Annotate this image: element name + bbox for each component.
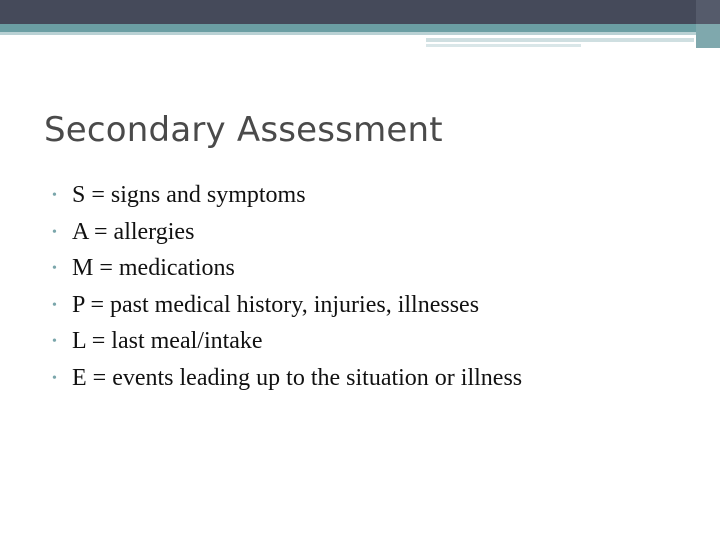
header-accent-stripe — [0, 24, 720, 32]
bullet-item — [52, 292, 522, 329]
bullet-list — [52, 182, 522, 401]
bullet-text: E = events leading up to the situation or illness — [72, 364, 523, 391]
bullet-icon: • — [52, 261, 57, 276]
bullet-icon: • — [52, 188, 57, 203]
bullet-text: L = last meal/intake — [72, 328, 263, 354]
bullet-item — [52, 365, 522, 402]
bullet-icon: • — [52, 334, 57, 349]
decorative-line — [426, 38, 694, 42]
bullet-text: P = past medical history, injuries, illnesses — [72, 291, 480, 318]
header-band — [0, 0, 720, 24]
bullet-item — [52, 182, 522, 219]
bullet-text: A = allergies — [72, 218, 195, 245]
bullet-text: M = medications — [72, 255, 235, 281]
bullet-icon: • — [52, 224, 57, 240]
decorative-line — [426, 44, 581, 47]
bullet-icon: • — [52, 297, 57, 313]
bullet-text: S = signs and symptoms — [72, 182, 306, 208]
bullet-item — [52, 219, 522, 256]
corner-dark-block — [696, 0, 720, 24]
decorative-line — [426, 35, 666, 37]
bullet-item — [52, 255, 522, 292]
bullet-icon: • — [52, 370, 57, 386]
bullet-item — [52, 328, 522, 365]
slide-title: Secondary Assessment — [44, 110, 443, 150]
